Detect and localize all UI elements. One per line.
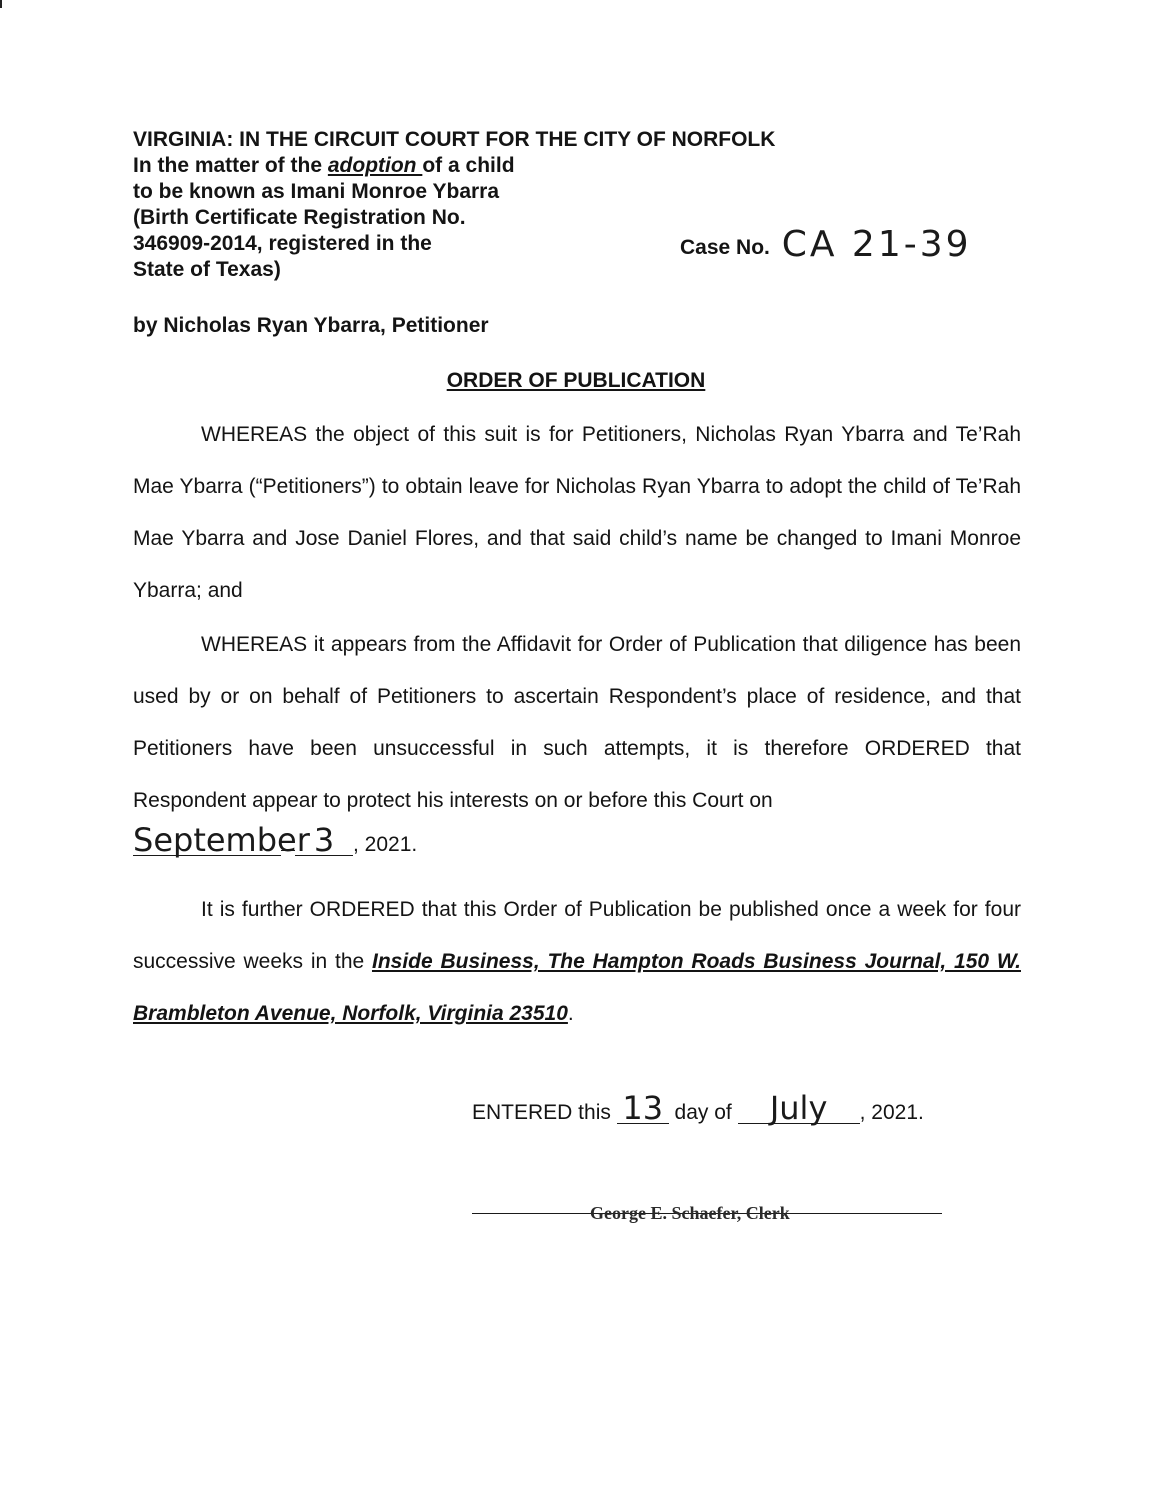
paragraph-whereas-object: WHEREAS the object of this suit is for Petitioners, Nicholas Ryan Ybarra and Te’Rah Mae Ybarra (“Petitioners”) to obtain leave for Nicholas Ryan Ybarra to adopt the child of Te’Rah Mae Ybarra and Jose Daniel Flores, and that said child’s name be changed to Imani Monroe Ybarra; and (133, 423, 1021, 602)
caption-matter-line: In the matter of the adoption of a child (133, 154, 515, 177)
petitioner-line: by Nicholas Ryan Ybarra, Petitioner (133, 314, 489, 337)
appearance-year: , 2021. (353, 833, 418, 856)
case-number-label: Case No. (680, 236, 770, 259)
adoption-term: adoption (327, 154, 423, 177)
case-number (680, 224, 972, 265)
entered-day-handwritten: 13 (617, 1093, 669, 1124)
caption-registration: 346909-2014, registered in the (133, 232, 432, 255)
paragraph-publication: It is further ORDERED that this Order of Publication be published once a week for four successive weeks in the Inside Business, The Hampton Roads Business Journal, 150 W. Brambleton Avenue, Norfolk, Virginia 23510. (133, 898, 1021, 1025)
appearance-month-handwritten: September (133, 821, 310, 859)
caption-birth-cert: (Birth Certificate Registration No. (133, 206, 466, 229)
appearance-day-handwritten: 3 (295, 825, 353, 856)
clerk-name: George E. Schaefer, Clerk (590, 1203, 790, 1223)
caption-child-name: to be known as Imani Monroe Ybarra (133, 180, 500, 203)
entered-month-handwritten: July (738, 1093, 860, 1124)
case-number-handwritten: CA 21-39 (781, 224, 972, 265)
court-heading: VIRGINIA: IN THE CIRCUIT COURT FOR THE CITY OF NORFOLK (133, 128, 776, 151)
scan-edge-mark (0, 0, 2, 8)
caption-state: State of Texas) (133, 258, 281, 281)
publication-name: Inside Business, The Hampton Roads Business Journal, 150 W. Brambleton Avenue, Norfolk, Virginia 23510 (133, 950, 1021, 1025)
entered-line: ENTERED this 13 day of July , 2021. (472, 1089, 924, 1127)
document-title: ORDER OF PUBLICATION (446, 369, 706, 392)
appearance-date (133, 821, 418, 859)
paragraph-whereas-affidavit: WHEREAS it appears from the Affidavit for Order of Publication that diligence has been used by or on behalf of Petitioners to ascertain Respondent’s place of residence, and that Petitioners have been unsuccessful in such attempts, it is therefore ORDERED that Respondent appear to protect his interests on or before this Court on (133, 633, 1021, 812)
